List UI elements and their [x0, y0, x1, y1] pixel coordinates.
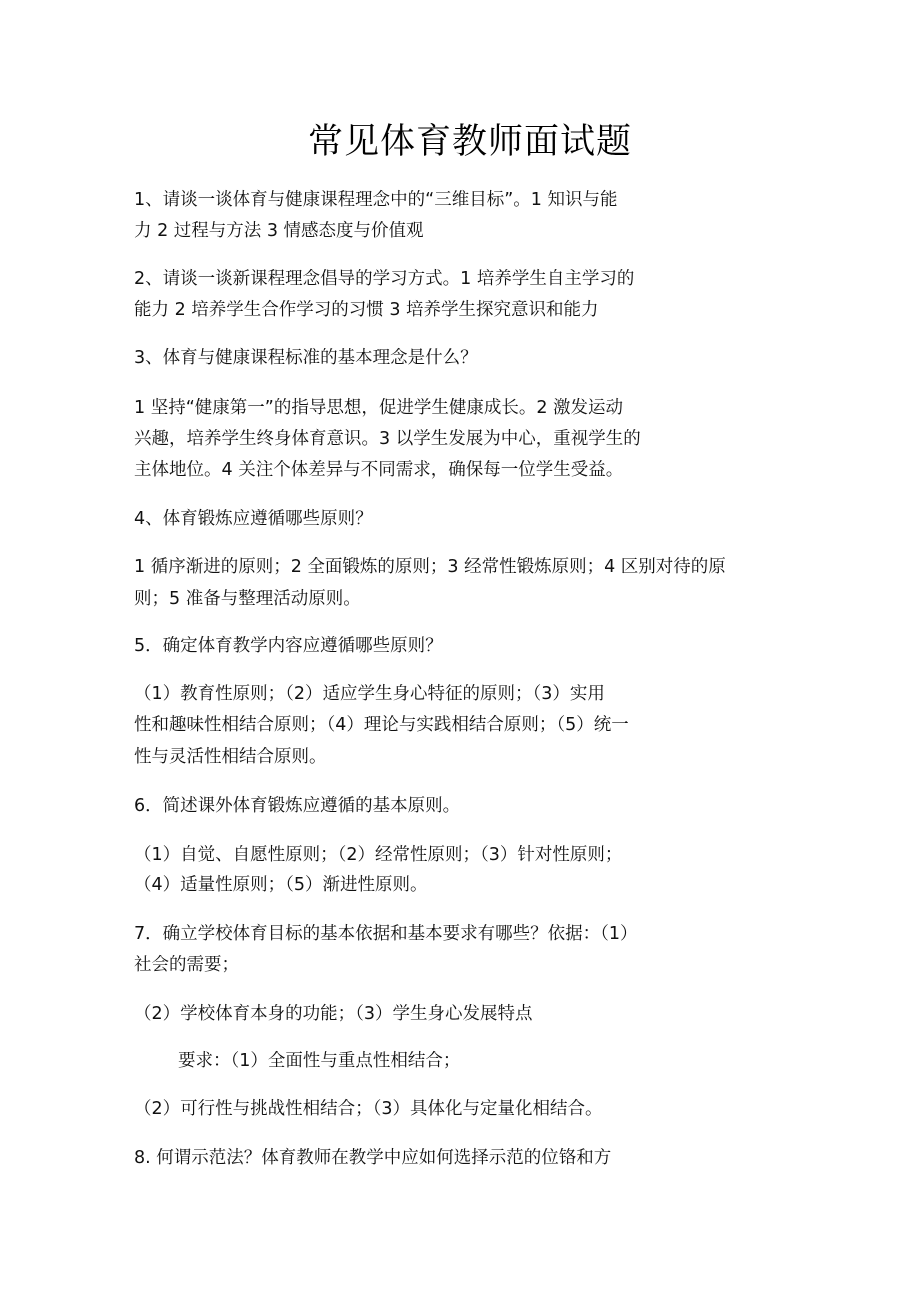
q5-answer-line-1: （1）教育性原则；（2）适应学生身心特征的原则；（3）实用 — [134, 684, 605, 704]
q3-answer-line-1: 1 坚持“健康第一”的指导思想，促进学生健康成长。2 激发运动 — [134, 398, 624, 418]
q6-answer-line-1: （1）自觉、自愿性原则；（2）经常性原则；（3）针对性原则； — [134, 845, 623, 865]
q5-answer-line-2: 性和趣味性相结合原则；（4）理论与实践相结合原则；（5）统一 — [134, 715, 629, 735]
q4-answer-line-2: 则；5 准备与整理活动原则。 — [134, 589, 361, 609]
page-title: 常见体育教师面试题 — [307, 122, 632, 162]
q7-answer-line-1: （2）学校体育本身的功能；（3）学生身心发展特点 — [134, 1004, 533, 1024]
q5-answer-line-3: 性与灵活性相结合原则。 — [134, 747, 327, 767]
q2-line-1: 2、请谈一谈新课程理念倡导的学习方式。1 培养学生自主学习的 — [134, 269, 635, 289]
q8-question: 8. 何谓示范法？体育教师在教学中应如何选择示范的位铬和方 — [134, 1148, 612, 1168]
q6-question: 6．简述课外体育锻炼应遵循的基本原则。 — [134, 796, 461, 816]
q7-question-line-2: 社会的需要； — [134, 955, 239, 975]
q5-question: 5．确定体育教学内容应遵循哪些原则？ — [134, 636, 443, 656]
q1-line-2: 力 2 过程与方法 3 情感态度与价值观 — [134, 221, 424, 241]
q6-answer-line-2: （4）适量性原则；（5）渐进性原则。 — [134, 875, 428, 895]
q3-question: 3、体育与健康课程标准的基本理念是什么？ — [134, 348, 478, 368]
q2-line-2: 能力 2 培养学生合作学习的习惯 3 培养学生探究意识和能力 — [134, 300, 599, 320]
q7-answer-line-3: （2）可行性与挑战性相结合；（3）具体化与定量化相结合。 — [134, 1099, 603, 1119]
q7-answer-line-2: 要求：（1）全面性与重点性相结合； — [178, 1051, 461, 1071]
q7-question-line-1: 7．确立学校体育目标的基本依据和基本要求有哪些？依据：（1） — [134, 924, 638, 944]
q1-line-1: 1、请谈一谈体育与健康课程理念中的“三维目标”。1 知识与能 — [134, 190, 618, 210]
q4-answer-line-1: 1 循序渐进的原则；2 全面锻炼的原则；3 经常性锻炼原则；4 区别对待的原 — [134, 557, 726, 577]
q4-question: 4、体育锻炼应遵循哪些原则？ — [134, 509, 373, 529]
q3-answer-line-2: 兴趣，培养学生终身体育意识。3 以学生发展为中心，重视学生的 — [134, 429, 641, 449]
q3-answer-line-3: 主体地位。4 关注个体差异与不同需求，确保每一位学生受益。 — [134, 460, 624, 480]
